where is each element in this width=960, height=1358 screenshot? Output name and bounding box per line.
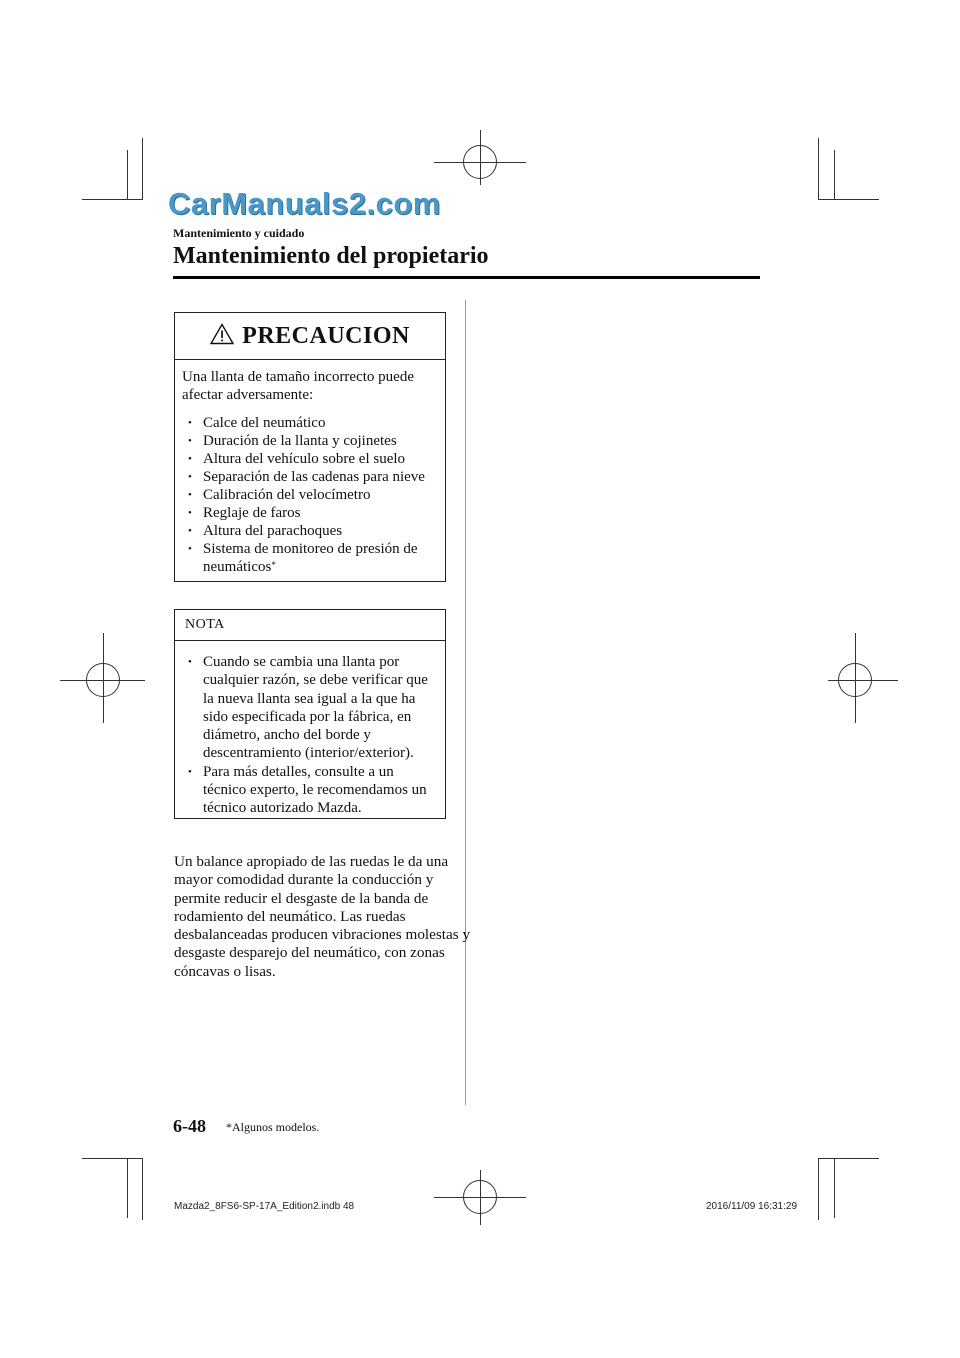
list-item: • Altura del vehículo sobre el suelo: [182, 450, 438, 468]
list-item: • Calibración del velocímetro: [182, 486, 438, 504]
caution-intro: Una llanta de tamaño incorrecto puede afectar adversamente:: [182, 369, 414, 403]
file-label: Mazda2_8FS6-SP-17A_Edition2.indb 48: [174, 1201, 355, 1212]
list-item: • Calce del neumático: [182, 414, 438, 432]
carmanuals-logo[interactable]: CarManuals2.com: [168, 186, 441, 221]
caution-header: [175, 313, 445, 360]
note-title: NOTA: [175, 610, 445, 641]
list-item-text: Sistema de monitoreo de presión de neumáticos: [203, 541, 418, 575]
list-item: • Para más detalles, consulte a un técnico experto, le recomendamos un técnico autorizado Mazda.: [182, 763, 438, 818]
note-box: [174, 609, 446, 819]
note-list: [182, 653, 438, 818]
footnote: *Algunos modelos.: [226, 1120, 320, 1134]
page-number: 6-48: [173, 1116, 206, 1136]
list-item: • Separación de las cadenas para nieve: [182, 468, 438, 486]
footnote-marker: *: [271, 560, 276, 570]
list-item: [182, 540, 438, 576]
date-label: 2016/11/09 16:31:29: [706, 1201, 798, 1212]
column-divider: [465, 300, 466, 1105]
warning-triangle-icon: [210, 323, 234, 350]
caution-box: [174, 312, 446, 582]
list-item: • Cuando se cambia una llanta por cualquier razón, se debe verificar que la nueva llanta sea igual a la que ha sido especificada por la fábrica, en diámetro, ancho del borde y descentramiento (interior/exterior).: [182, 653, 438, 763]
page-title: Mantenimiento del propietario: [173, 243, 489, 269]
body-paragraph: Un balance apropiado de las ruedas le da una mayor comodidad durante la conducción y permite reducir el desgaste de la banda de rodamiento del neumático. Las ruedas desbalanceadas producen vibraciones molestas y desgaste desparejo del neumático, con zonas cóncavas o lisas.: [174, 853, 471, 980]
title-rule: [173, 276, 760, 279]
list-item: • Altura del parachoques: [182, 522, 438, 540]
list-item: • Duración de la llanta y cojinetes: [182, 432, 438, 450]
list-item: • Reglaje de faros: [182, 504, 438, 522]
caution-title: PRECAUCION: [242, 322, 410, 349]
caution-list: [182, 414, 438, 576]
section-label: Mantenimiento y cuidado: [173, 226, 305, 240]
